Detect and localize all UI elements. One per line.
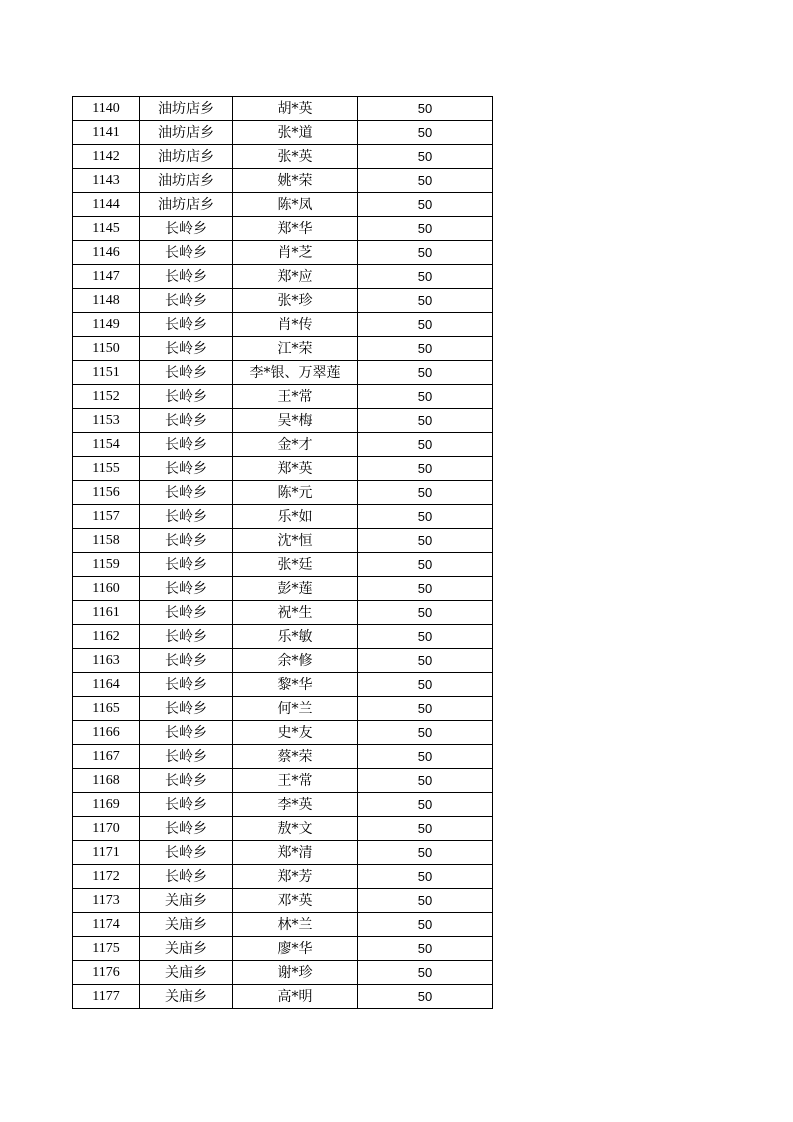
amount-cell: 50	[358, 217, 493, 241]
amount-cell: 50	[358, 265, 493, 289]
amount-cell: 50	[358, 889, 493, 913]
table-row	[73, 697, 493, 721]
table-row	[73, 937, 493, 961]
table-row	[73, 457, 493, 481]
recipient-name-cell: 肖*芝	[233, 241, 358, 265]
township-cell: 关庙乡	[140, 889, 233, 913]
row-number-cell: 1144	[73, 193, 140, 217]
township-cell: 关庙乡	[140, 937, 233, 961]
recipient-name-cell: 邓*英	[233, 889, 358, 913]
township-cell: 油坊店乡	[140, 193, 233, 217]
township-cell: 油坊店乡	[140, 121, 233, 145]
amount-cell: 50	[358, 553, 493, 577]
row-number-cell: 1164	[73, 673, 140, 697]
recipient-name-cell: 乐*如	[233, 505, 358, 529]
table-body	[73, 97, 493, 1009]
township-cell: 长岭乡	[140, 385, 233, 409]
table-row	[73, 985, 493, 1009]
table-row	[73, 745, 493, 769]
township-cell: 长岭乡	[140, 769, 233, 793]
township-cell: 长岭乡	[140, 433, 233, 457]
amount-cell: 50	[358, 961, 493, 985]
recipient-name-cell: 沈*恒	[233, 529, 358, 553]
row-number-cell: 1177	[73, 985, 140, 1009]
table-row	[73, 217, 493, 241]
table-row	[73, 961, 493, 985]
table-row	[73, 145, 493, 169]
recipient-name-cell: 张*廷	[233, 553, 358, 577]
row-number-cell: 1159	[73, 553, 140, 577]
table-row	[73, 433, 493, 457]
recipient-name-cell: 郑*芳	[233, 865, 358, 889]
township-cell: 油坊店乡	[140, 169, 233, 193]
row-number-cell: 1155	[73, 457, 140, 481]
recipient-name-cell: 余*修	[233, 649, 358, 673]
recipient-name-cell: 廖*华	[233, 937, 358, 961]
row-number-cell: 1142	[73, 145, 140, 169]
row-number-cell: 1151	[73, 361, 140, 385]
row-number-cell: 1163	[73, 649, 140, 673]
table-row	[73, 625, 493, 649]
township-cell: 油坊店乡	[140, 145, 233, 169]
table-row	[73, 529, 493, 553]
township-cell: 关庙乡	[140, 985, 233, 1009]
row-number-cell: 1143	[73, 169, 140, 193]
table-row	[73, 889, 493, 913]
recipient-name-cell: 金*才	[233, 433, 358, 457]
row-number-cell: 1171	[73, 841, 140, 865]
recipient-name-cell: 彭*莲	[233, 577, 358, 601]
recipient-name-cell: 祝*生	[233, 601, 358, 625]
row-number-cell: 1140	[73, 97, 140, 121]
row-number-cell: 1141	[73, 121, 140, 145]
table-row	[73, 361, 493, 385]
amount-cell: 50	[358, 121, 493, 145]
table-row	[73, 241, 493, 265]
amount-cell: 50	[358, 505, 493, 529]
recipient-name-cell: 郑*应	[233, 265, 358, 289]
township-cell: 长岭乡	[140, 409, 233, 433]
recipient-name-cell: 张*英	[233, 145, 358, 169]
table-row	[73, 649, 493, 673]
table-row	[73, 97, 493, 121]
township-cell: 关庙乡	[140, 913, 233, 937]
row-number-cell: 1170	[73, 817, 140, 841]
recipient-name-cell: 高*明	[233, 985, 358, 1009]
township-cell: 长岭乡	[140, 577, 233, 601]
recipient-name-cell: 李*银、万翠莲	[233, 361, 358, 385]
amount-cell: 50	[358, 529, 493, 553]
amount-cell: 50	[358, 433, 493, 457]
township-cell: 长岭乡	[140, 217, 233, 241]
township-cell: 关庙乡	[140, 961, 233, 985]
amount-cell: 50	[358, 937, 493, 961]
recipient-name-cell: 张*珍	[233, 289, 358, 313]
amount-cell: 50	[358, 649, 493, 673]
township-cell: 长岭乡	[140, 793, 233, 817]
amount-cell: 50	[358, 385, 493, 409]
amount-cell: 50	[358, 241, 493, 265]
table-row	[73, 865, 493, 889]
table-row	[73, 601, 493, 625]
row-number-cell: 1149	[73, 313, 140, 337]
table-row	[73, 265, 493, 289]
table-row	[73, 793, 493, 817]
amount-cell: 50	[358, 145, 493, 169]
data-table	[72, 96, 493, 1009]
township-cell: 长岭乡	[140, 457, 233, 481]
row-number-cell: 1150	[73, 337, 140, 361]
table-row	[73, 817, 493, 841]
amount-cell: 50	[358, 625, 493, 649]
recipient-name-cell: 郑*英	[233, 457, 358, 481]
table-row	[73, 121, 493, 145]
township-cell: 长岭乡	[140, 673, 233, 697]
row-number-cell: 1167	[73, 745, 140, 769]
row-number-cell: 1147	[73, 265, 140, 289]
recipient-name-cell: 李*英	[233, 793, 358, 817]
table-row	[73, 553, 493, 577]
amount-cell: 50	[358, 409, 493, 433]
amount-cell: 50	[358, 601, 493, 625]
row-number-cell: 1161	[73, 601, 140, 625]
amount-cell: 50	[358, 361, 493, 385]
amount-cell: 50	[358, 745, 493, 769]
amount-cell: 50	[358, 793, 493, 817]
table-row	[73, 481, 493, 505]
amount-cell: 50	[358, 721, 493, 745]
amount-cell: 50	[358, 577, 493, 601]
row-number-cell: 1158	[73, 529, 140, 553]
row-number-cell: 1162	[73, 625, 140, 649]
recipient-name-cell: 张*道	[233, 121, 358, 145]
row-number-cell: 1152	[73, 385, 140, 409]
recipient-name-cell: 郑*华	[233, 217, 358, 241]
township-cell: 长岭乡	[140, 529, 233, 553]
recipient-name-cell: 肖*传	[233, 313, 358, 337]
amount-cell: 50	[358, 985, 493, 1009]
township-cell: 长岭乡	[140, 553, 233, 577]
amount-cell: 50	[358, 481, 493, 505]
recipient-name-cell: 乐*敏	[233, 625, 358, 649]
table-row	[73, 409, 493, 433]
township-cell: 长岭乡	[140, 289, 233, 313]
row-number-cell: 1146	[73, 241, 140, 265]
row-number-cell: 1169	[73, 793, 140, 817]
table-row	[73, 577, 493, 601]
recipient-name-cell: 谢*珍	[233, 961, 358, 985]
row-number-cell: 1148	[73, 289, 140, 313]
row-number-cell: 1174	[73, 913, 140, 937]
row-number-cell: 1168	[73, 769, 140, 793]
township-cell: 长岭乡	[140, 649, 233, 673]
amount-cell: 50	[358, 169, 493, 193]
table-row	[73, 385, 493, 409]
table-row	[73, 673, 493, 697]
row-number-cell: 1176	[73, 961, 140, 985]
row-number-cell: 1165	[73, 697, 140, 721]
recipient-name-cell: 王*常	[233, 769, 358, 793]
township-cell: 长岭乡	[140, 337, 233, 361]
table-row	[73, 337, 493, 361]
recipient-name-cell: 姚*荣	[233, 169, 358, 193]
recipient-name-cell: 黎*华	[233, 673, 358, 697]
recipient-name-cell: 胡*英	[233, 97, 358, 121]
recipient-name-cell: 王*常	[233, 385, 358, 409]
amount-cell: 50	[358, 337, 493, 361]
recipient-name-cell: 郑*清	[233, 841, 358, 865]
amount-cell: 50	[358, 817, 493, 841]
table-row	[73, 193, 493, 217]
table-row	[73, 913, 493, 937]
table-row	[73, 289, 493, 313]
township-cell: 长岭乡	[140, 265, 233, 289]
table-row	[73, 505, 493, 529]
row-number-cell: 1145	[73, 217, 140, 241]
row-number-cell: 1173	[73, 889, 140, 913]
row-number-cell: 1166	[73, 721, 140, 745]
row-number-cell: 1160	[73, 577, 140, 601]
recipient-name-cell: 林*兰	[233, 913, 358, 937]
row-number-cell: 1156	[73, 481, 140, 505]
recipient-name-cell: 江*荣	[233, 337, 358, 361]
table-row	[73, 841, 493, 865]
amount-cell: 50	[358, 457, 493, 481]
amount-cell: 50	[358, 697, 493, 721]
township-cell: 长岭乡	[140, 841, 233, 865]
township-cell: 长岭乡	[140, 241, 233, 265]
amount-cell: 50	[358, 97, 493, 121]
table-row	[73, 721, 493, 745]
township-cell: 长岭乡	[140, 313, 233, 337]
recipient-name-cell: 史*友	[233, 721, 358, 745]
township-cell: 长岭乡	[140, 697, 233, 721]
township-cell: 长岭乡	[140, 721, 233, 745]
township-cell: 长岭乡	[140, 625, 233, 649]
row-number-cell: 1154	[73, 433, 140, 457]
recipient-name-cell: 敖*文	[233, 817, 358, 841]
row-number-cell: 1153	[73, 409, 140, 433]
table-row	[73, 769, 493, 793]
table-row	[73, 169, 493, 193]
recipient-name-cell: 蔡*荣	[233, 745, 358, 769]
recipient-name-cell: 何*兰	[233, 697, 358, 721]
table-row	[73, 313, 493, 337]
amount-cell: 50	[358, 913, 493, 937]
recipient-name-cell: 陈*元	[233, 481, 358, 505]
township-cell: 油坊店乡	[140, 97, 233, 121]
amount-cell: 50	[358, 769, 493, 793]
township-cell: 长岭乡	[140, 601, 233, 625]
township-cell: 长岭乡	[140, 817, 233, 841]
township-cell: 长岭乡	[140, 505, 233, 529]
township-cell: 长岭乡	[140, 865, 233, 889]
amount-cell: 50	[358, 673, 493, 697]
amount-cell: 50	[358, 841, 493, 865]
amount-cell: 50	[358, 193, 493, 217]
township-cell: 长岭乡	[140, 481, 233, 505]
row-number-cell: 1175	[73, 937, 140, 961]
amount-cell: 50	[358, 313, 493, 337]
township-cell: 长岭乡	[140, 361, 233, 385]
row-number-cell: 1157	[73, 505, 140, 529]
amount-cell: 50	[358, 865, 493, 889]
recipient-name-cell: 陈*凤	[233, 193, 358, 217]
amount-cell: 50	[358, 289, 493, 313]
township-cell: 长岭乡	[140, 745, 233, 769]
recipient-name-cell: 吴*梅	[233, 409, 358, 433]
row-number-cell: 1172	[73, 865, 140, 889]
